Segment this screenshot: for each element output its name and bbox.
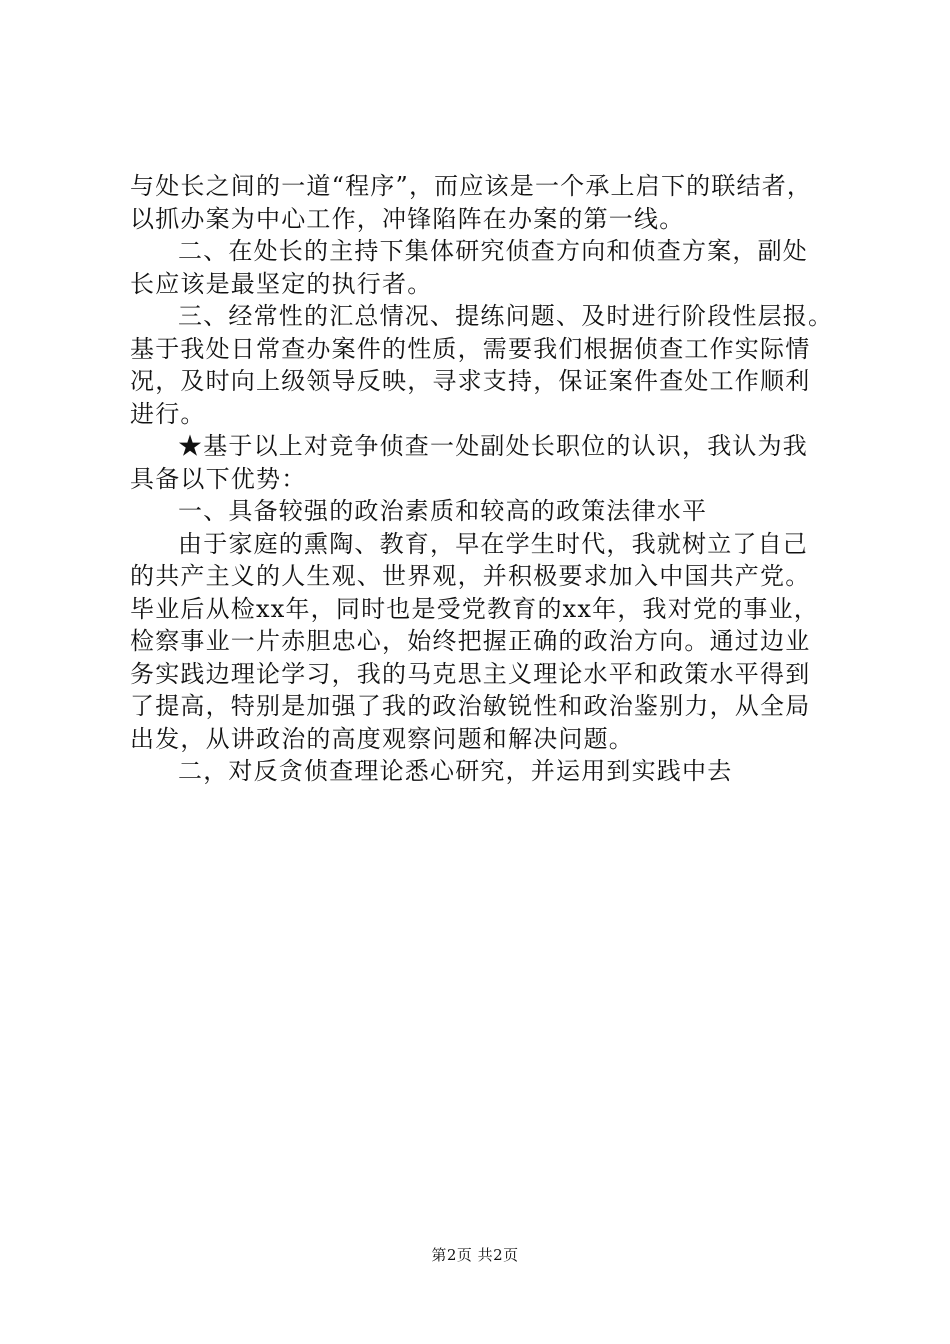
text-line: 三、经常性的汇总情况、提练问题、及时进行阶段性层报。 [178, 302, 834, 330]
text-line: 毕业后从检xx年，同时也是受党教育的xx年，我对党的事业， [130, 594, 819, 623]
document-body [130, 170, 834, 788]
text-line: 以抓办案为中心工作，冲锋陷阵在办案的第一线。 [130, 204, 685, 233]
section-heading: 二，对反贪侦查理论悉心研究，并运用到实践中去 [178, 757, 733, 785]
text-line: 的共产主义的人生观、世界观，并积极要求加入中国共产党。 [130, 562, 811, 590]
text-line: 基于我处日常查办案件的性质，需要我们根据侦查工作实际情 [130, 334, 811, 363]
text-line: 与处长之间的一道“程序”，而应该是一个承上启下的联结者， [130, 172, 813, 200]
text-line: 进行。 [130, 399, 206, 428]
text-line: 长应该是最坚定的执行者。 [130, 269, 433, 298]
section-heading: 一、具备较强的政治素质和较高的政策法律水平 [178, 497, 708, 525]
text-line: 务实践边理论学习，我的马克思主义理论水平和政策水平得到 [130, 659, 811, 688]
text-line: 况，及时向上级领导反映，寻求支持，保证案件查处工作顺利 [130, 367, 811, 395]
text-line: 具备以下优势： [130, 464, 307, 493]
text-line: 二、在处长的主持下集体研究侦查方向和侦查方案，副处 [178, 237, 808, 265]
text-line: ★基于以上对竞争侦查一处副处长职位的认识，我认为我 [178, 432, 808, 460]
text-line: 由于家庭的熏陶、教育，早在学生时代，我就树立了自己 [178, 529, 808, 558]
text-line: 出发，从讲政治的高度观察问题和解决问题。 [130, 724, 634, 753]
page-number-footer: 第2页 共2页 [431, 1246, 519, 1264]
text-line: 检察事业一片赤胆忠心，始终把握正确的政治方向。通过边业 [130, 627, 811, 655]
text-line: 了提高，特别是加强了我的政治敏锐性和政治鉴别力，从全局 [130, 692, 811, 720]
